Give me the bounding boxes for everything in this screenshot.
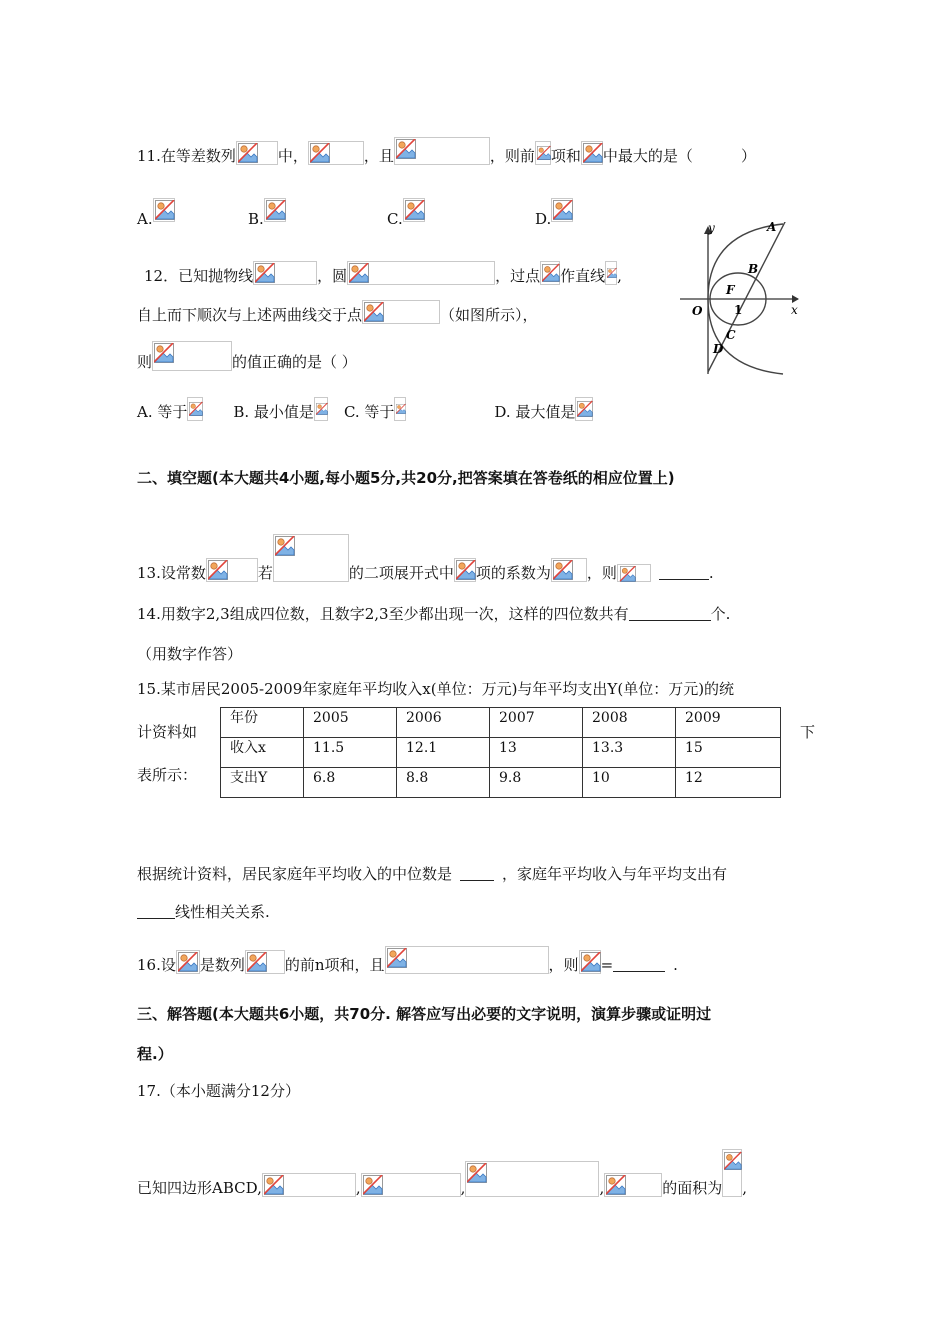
x-axis-label: x — [791, 303, 798, 317]
formula-image — [465, 1161, 599, 1197]
question-16: 16.设 是数列 的前n项和，且 ，则 = . — [137, 946, 678, 975]
question-15-line-1: 15.某市居民2005-2009年家庭年平均收入x(单位：万元)与年平均支出Y(单位：万元)的统 — [137, 680, 735, 698]
table-cell: 12 — [676, 768, 781, 798]
question-15-left-2: 表所示： — [137, 766, 198, 784]
x-axis-arrow — [792, 295, 799, 303]
formula-image — [579, 950, 601, 974]
table-row-header — [221, 708, 781, 738]
formula-image — [575, 397, 593, 421]
formula-image — [394, 397, 406, 421]
table-cell: 2008 — [583, 708, 676, 738]
formula-image — [551, 558, 587, 582]
tick-label-one: 1 — [734, 303, 743, 317]
q11-option-d: D. — [535, 198, 573, 229]
answer-blank[interactable] — [613, 956, 665, 972]
y-axis-label: y — [708, 222, 715, 235]
table-cell: 2005 — [304, 708, 397, 738]
question-17-header: 17.（本小题满分12分） — [137, 1082, 300, 1100]
formula-image — [264, 198, 286, 222]
focus-f-label: F — [726, 283, 735, 297]
q12-options: A. 等于 B. 最小值是 C. 等于 D. 最大值是 — [137, 397, 593, 422]
question-13: 13.设常数 若 的二项展开式中 项的系数为 ，则 . — [137, 534, 714, 583]
question-12-line-1: 12．已知抛物线 ，圆 ，过点 作直线 , — [144, 261, 622, 286]
formula-image — [722, 1149, 742, 1197]
formula-image — [361, 1173, 461, 1197]
formula-image — [604, 1173, 662, 1197]
table-cell: 2006 — [397, 708, 490, 738]
table-cell: 6.8 — [304, 768, 397, 798]
section-3-heading-line-1: 三、解答题(本大题共6小题，共70分. 解答应写出必要的文字说明，演算步骤或证明过 — [137, 1005, 712, 1023]
answer-blank[interactable] — [659, 564, 709, 580]
point-d-label: D — [713, 342, 724, 356]
point-c-label: C — [726, 328, 736, 342]
formula-image — [314, 397, 328, 421]
table-cell: 13.3 — [583, 738, 676, 768]
table-cell: 2009 — [676, 708, 781, 738]
section-3-heading-line-2: 程.） — [137, 1045, 173, 1063]
answer-blank[interactable] — [460, 865, 494, 881]
table-cell: 2007 — [490, 708, 583, 738]
table-cell: 收入x — [221, 738, 304, 768]
formula-image — [535, 141, 551, 165]
q11-option-b: B. — [248, 198, 286, 229]
table-cell: 12.1 — [397, 738, 490, 768]
table-cell: 年份 — [221, 708, 304, 738]
question-11: 11.在等差数列 中， ，且 ，则前 项和 中最大的是（ ） — [137, 137, 756, 166]
q11-option-c: C. — [387, 198, 425, 229]
origin-label: O — [692, 304, 703, 318]
section-2-heading: 二、填空题(本大题共4小题,每小题5分,共20分,把答案填在答卷纸的相应位置上) — [137, 469, 675, 487]
formula-image — [253, 261, 317, 285]
formula-image — [245, 950, 285, 974]
table-row-expense — [221, 768, 781, 798]
question-12-line-2: 自上而下顺次与上述两曲线交于点 （如图所示）， — [137, 300, 538, 325]
formula-image — [581, 141, 603, 165]
point-b-label: B — [748, 262, 759, 276]
formula-image — [605, 261, 617, 285]
question-12-line-3: 则 的值正确的是（ ） — [137, 341, 357, 372]
formula-image — [308, 141, 364, 165]
table-cell: 9.8 — [490, 768, 583, 798]
answer-blank[interactable] — [137, 903, 175, 919]
formula-image — [362, 300, 440, 324]
table-cell: 10 — [583, 768, 676, 798]
formula-image — [551, 198, 573, 222]
formula-image — [385, 946, 549, 974]
parabola-circle-figure — [678, 222, 808, 380]
formula-image — [454, 558, 476, 582]
question-17-body: 已知四边形ABCD, , , , 的面积为 , — [137, 1149, 747, 1198]
point-a-label: A — [767, 222, 777, 234]
question-15-right: 下 — [800, 723, 816, 741]
formula-image — [617, 564, 651, 582]
question-15-left-1: 计资料如 — [137, 723, 198, 741]
formula-image — [206, 558, 258, 582]
formula-image — [262, 1173, 356, 1197]
q11-option-a: A. — [137, 198, 175, 229]
question-15-after-1: 根据统计资料，居民家庭年平均收入的中位数是 ，家庭年平均收入与年平均支出有 — [137, 865, 728, 883]
income-expense-table — [220, 707, 781, 798]
formula-image — [394, 137, 490, 165]
answer-blank[interactable] — [629, 605, 711, 621]
question-14-note: （用数字作答） — [137, 645, 243, 663]
question-14: 14.用数字2,3组成四位数，且数字2,3至少都出现一次，这样的四位数共有 个. — [137, 605, 731, 623]
formula-image — [403, 198, 425, 222]
formula-image — [236, 141, 278, 165]
formula-image — [347, 261, 495, 285]
table-cell: 11.5 — [304, 738, 397, 768]
formula-image — [540, 261, 560, 285]
formula-image — [152, 341, 232, 371]
table-cell: 8.8 — [397, 768, 490, 798]
table-row-income — [221, 738, 781, 768]
table-cell: 15 — [676, 738, 781, 768]
table-cell: 支出Y — [221, 768, 304, 798]
formula-image — [176, 950, 200, 974]
question-15-after-2: 线性相关关系. — [137, 902, 270, 922]
formula-image — [153, 198, 175, 222]
table-cell: 13 — [490, 738, 583, 768]
formula-image — [187, 397, 203, 421]
formula-image — [273, 534, 349, 582]
